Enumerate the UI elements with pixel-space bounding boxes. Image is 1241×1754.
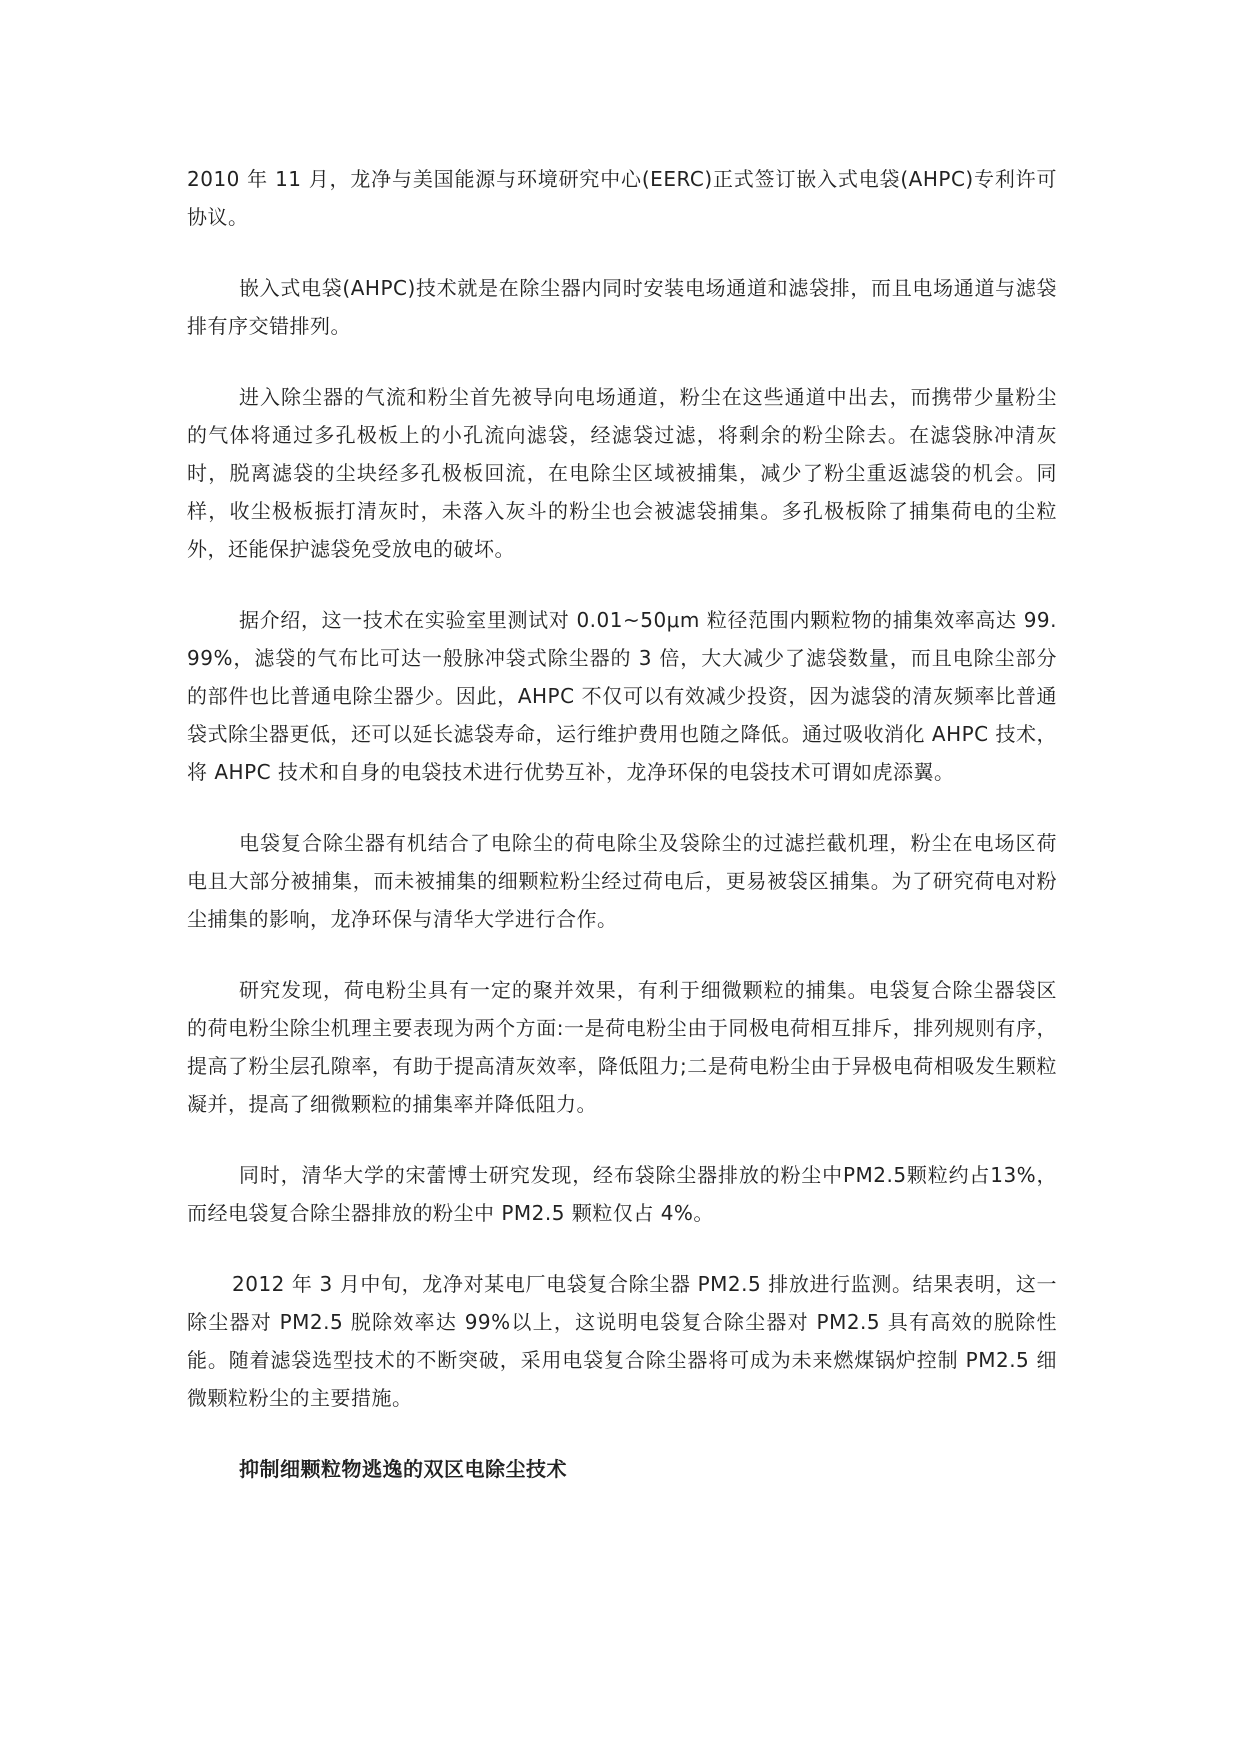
- section-heading: 抑制细颗粒物逃逸的双区电除尘技术: [239, 1457, 567, 1481]
- paragraph-research-findings: 研究发现，荷电粉尘具有一定的聚并效果，有利于细微颗粒的捕集。电袋复合除尘器袋区的荷电粉尘除尘机理主要表现为两个方面:一是荷电粉尘由于同极电荷相互排斥，排列规则有序，提高了粉尘层孔隙率，有助于提高清灰效率，降低阻力;二是荷电粉尘由于异极电荷相吸发生颗粒凝并，提高了细微颗粒的捕集率并降低阻力。: [187, 978, 1057, 1116]
- paragraph-eerc-agreement: 2010 年 11 月，龙净与美国能源与环境研究中心(EERC)正式签订嵌入式电袋(AHPC)专利许可协议。: [187, 167, 1057, 229]
- paragraph-hybrid-mechanism: 电袋复合除尘器有机结合了电除尘的荷电除尘及袋除尘的过滤拦截机理，粉尘在电场区荷电且大部分被捕集，而未被捕集的细颗粒粉尘经过荷电后，更易被袋区捕集。为了研究荷电对粉尘捕集的影响，龙净环保与清华大学进行合作。: [187, 831, 1057, 931]
- paragraph-tsinghua-study: 同时，清华大学的宋蕾博士研究发现，经布袋除尘器排放的粉尘中PM2.5颗粒约占13%，而经电袋复合除尘器排放的粉尘中 PM2.5 颗粒仅占 4%。: [187, 1163, 1057, 1225]
- paragraph-ahpc-efficiency: 据介绍，这一技术在实验室里测试对 0.01~50μm 粒径范围内颗粒物的捕集效率高达 99.99%，滤袋的气布比可达一般脉冲袋式除尘器的 3 倍，大大减少了滤袋数量，而且电除尘部分的部件也比普通电除尘器少。因此，AHPC 不仅可以有效减少投资，因为滤袋的清灰频率比普通袋式除尘器更低，还可以延长滤袋寿命，运行维护费用也随之降低。通过吸收消化 AHPC 技术，将 AHPC 技术和自身的电袋技术进行优势互补，龙净环保的电袋技术可谓如虎添翼。: [187, 608, 1057, 784]
- paragraph-airflow-process: 进入除尘器的气流和粉尘首先被导向电场通道，粉尘在这些通道中出去，而携带少量粉尘的气体将通过多孔极板上的小孔流向滤袋，经滤袋过滤，将剩余的粉尘除去。在滤袋脉冲清灰时，脱离滤袋的尘块经多孔极板回流，在电除尘区域被捕集，减少了粉尘重返滤袋的机会。同样，收尘极板振打清灰时，未落入灰斗的粉尘也会被滤袋捕集。多孔极板除了捕集荷电的尘粒外，还能保护滤袋免受放电的破坏。: [187, 385, 1057, 561]
- paragraph-ahpc-definition: 嵌入式电袋(AHPC)技术就是在除尘器内同时安装电场通道和滤袋排，而且电场通道与滤袋排有序交错排列。: [187, 276, 1057, 338]
- paragraph-monitoring-2012: 2012 年 3 月中旬，龙净对某电厂电袋复合除尘器 PM2.5 排放进行监测。结果表明，这一除尘器对 PM2.5 脱除效率达 99%以上，这说明电袋复合除尘器对 PM2.5 具有高效的脱除性能。随着滤袋选型技术的不断突破，采用电袋复合除尘器将可成为未来燃煤锅炉控制 PM2.5 细微颗粒粉尘的主要措施。: [187, 1272, 1057, 1410]
- document-body: [187, 160, 1057, 1521]
